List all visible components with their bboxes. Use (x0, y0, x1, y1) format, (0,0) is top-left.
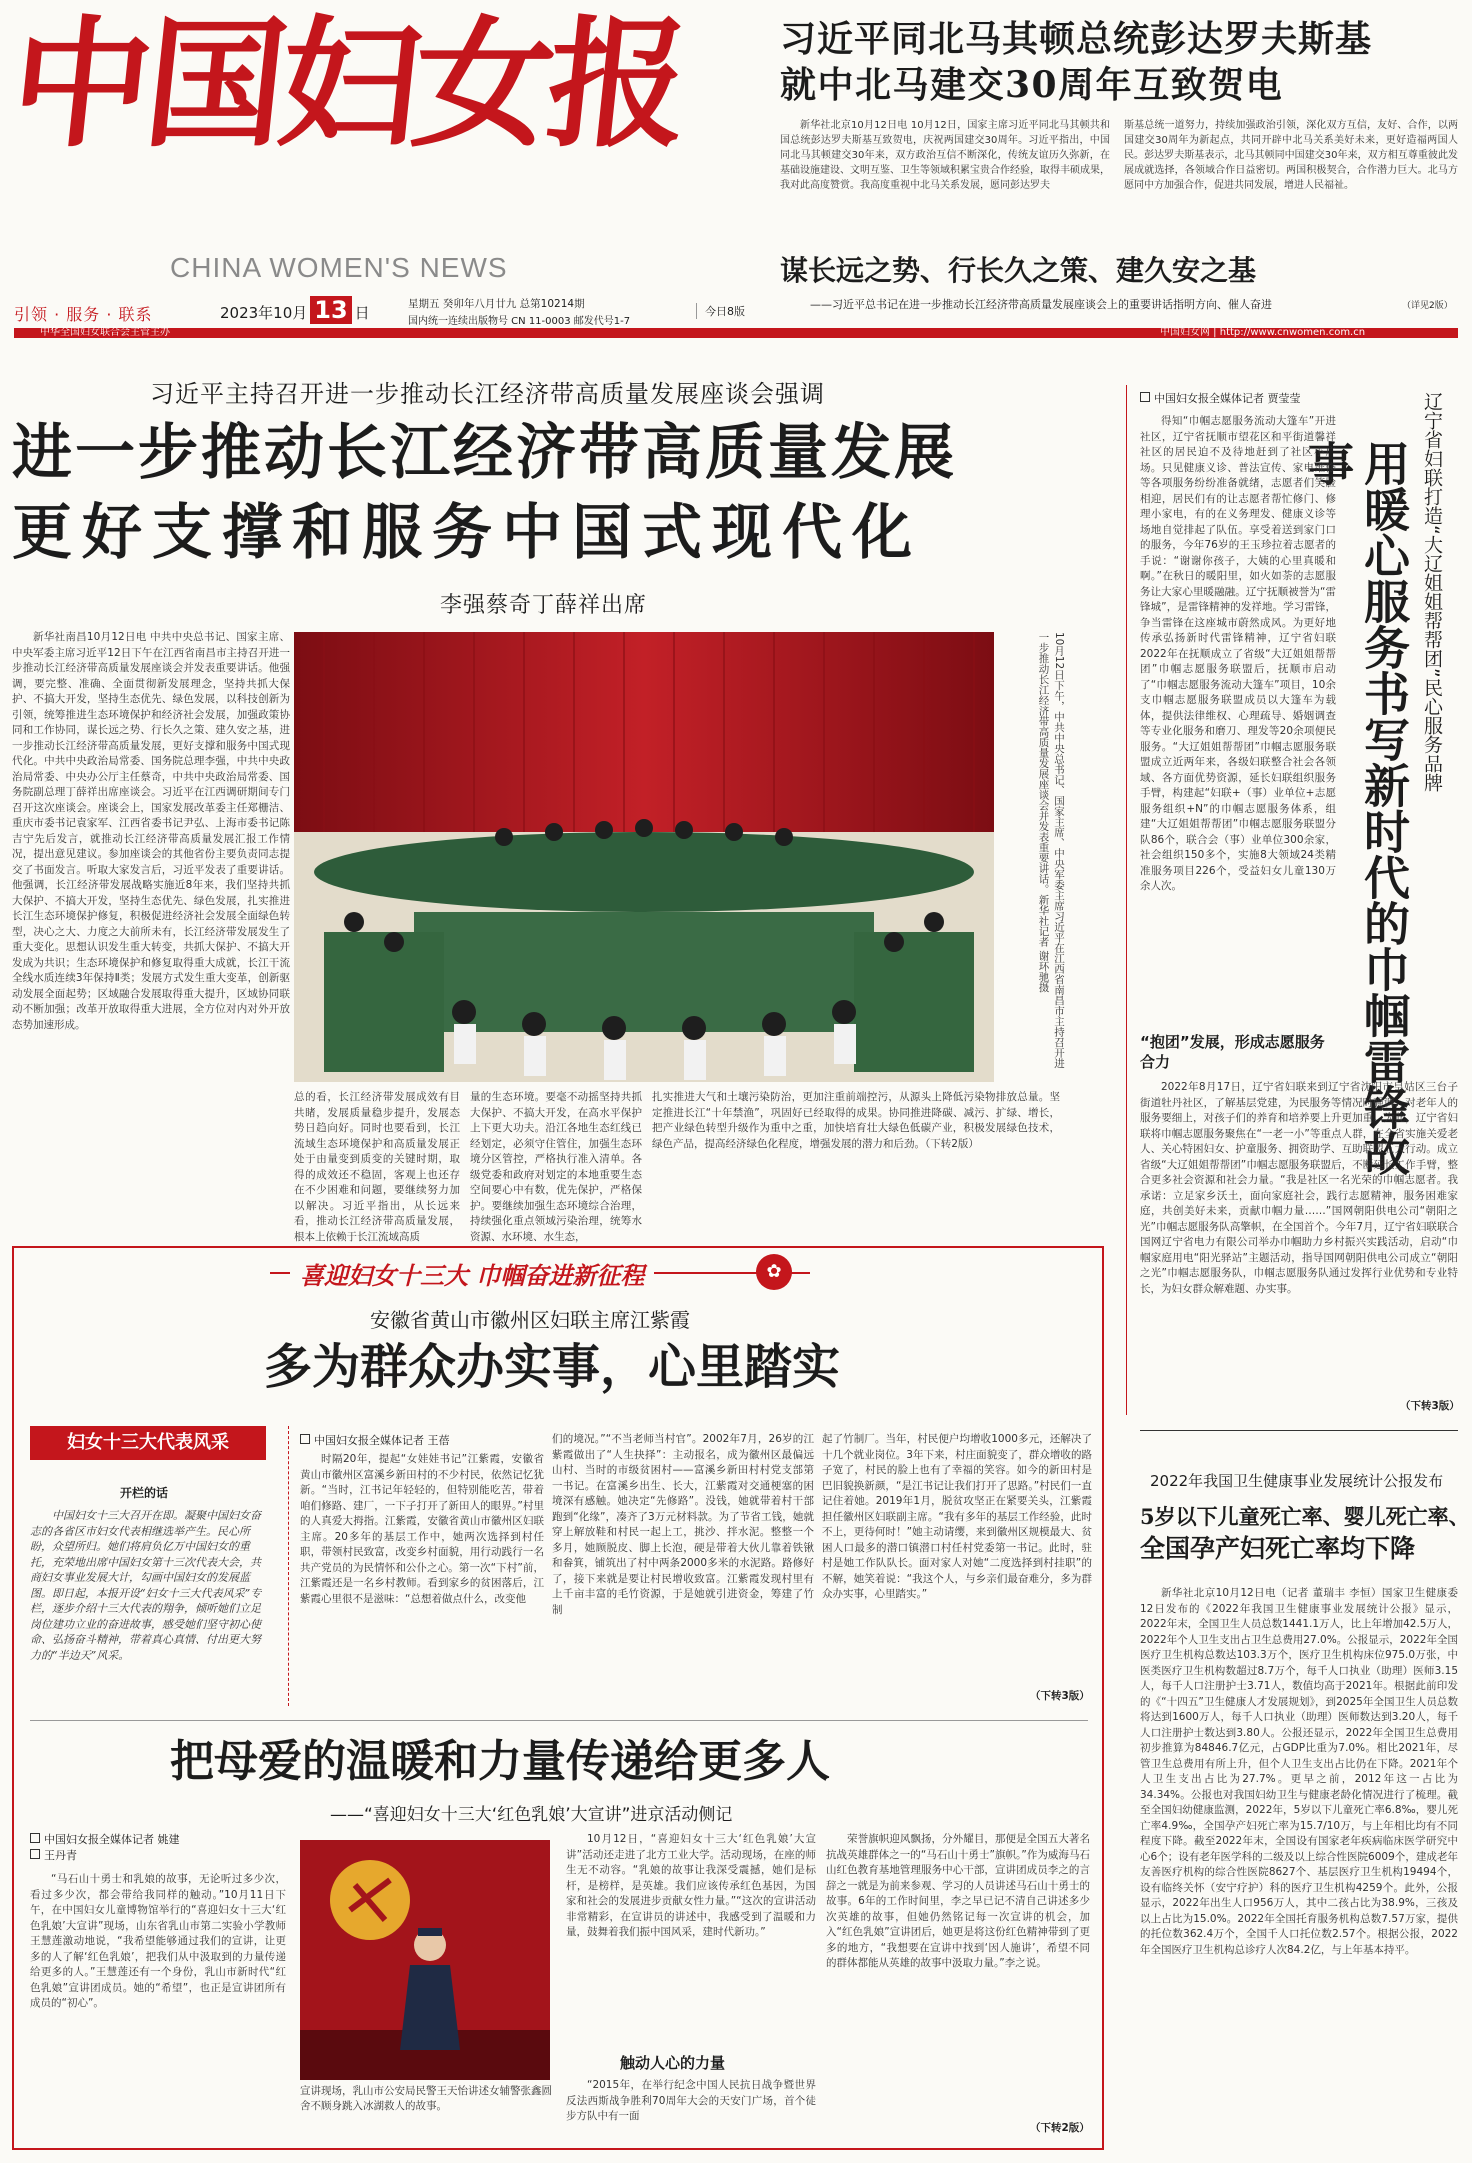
lead-body-col2: 总的看，长江经济带发展成效有目共睹，发展质量稳步提升，发展态势日趋向好。同时也要看到，长江流域生态环境保护和高质量发展正处于由量变到质变的关键时期，取得的成效还不稳固，客观上也还存在不少困难和问题，要继续努力加以解决。习近平指出，从长远来看，推动长江经济带高质量发展，根本上依赖于长江流域高质 (294, 1091, 460, 1243)
byline-square-icon (30, 1833, 40, 1843)
congress-byline (300, 1432, 450, 1448)
congress-col1: 时隔20年，提起“女娃娃书记”江紫霞，安徽省黄山市徽州区富溪乡新田村的不少村民，依然记忆犹新。“当时，江书记年轻轻的，但特别能吃苦，带着咱们修路、建厂，一下子打开了新田人的眼界。”村里的人真爱大拇指。江紫霞，安徽省黄山市徽州区妇联主席。20多年的基层工作中，她两次选择到村任职，带领村民致富，改变乡村面貌，用行动践行一名共产党员的为民情怀和公仆之心。第一次“下村”前，江紫霞还是一名乡村教师。看到家乡的贫困落后，江紫霞心里很不是滋味：“总想着做点什么，改变他 (300, 1453, 544, 1605)
health-headline-1: 5岁以下儿童死亡率、婴儿死亡率、 (1140, 1504, 1470, 1529)
column-tag: 妇女十三大代表风采 (30, 1426, 266, 1460)
top-story-body-left: 新华社北京10月12日电 10月12日，国家主席习近平同北马其顿共和国总统彭达罗夫斯基互致贺电，庆祝两国建交30周年。习近平指出，中国同北马其顿建交30年来，双方政治互信不断深化，传统友谊历久弥新，在基础设施建设、文明互鉴、卫生等领域积累宝贵合作经验，取得丰硕成果，我对此高度赞赏。我高度重视中北马关系发展，愿同彭达罗夫 (780, 120, 1110, 191)
lead-photo (294, 632, 994, 1082)
lead-headline-1: 进一步推动长江经济带高质量发展 (12, 418, 957, 488)
story-red-photo (300, 1840, 550, 2080)
column-intro-heading: 开栏的话 (120, 1486, 169, 1500)
story-red-col1: “马石山十勇士和乳娘的故事，无论听过多少次，看过多少次，都会带给我同样的触动。”10月11日下午，在中国妇女儿童博物馆举行的“喜迎妇女十三大‘红色乳娘’大宣讲”现场，山东省乳山市第二实验小学教师王慧莲激动地说，“我希望能够通过我们的宣讲，让更多的人了解‘红色乳娘’，把我们从中汲取到的力量传递给更多的人。”王慧莲还有一个身份，乳山市新时代“红色乳娘”宣讲团成员。她的“希望”，也正是宣讲团所有成员的“初心”。 (30, 1873, 286, 2009)
serial-number: 国内统一连续出版物号 CN 11-0003 邮发代号1-7 (408, 316, 631, 327)
second-story-title: 谋长远之势、行长久之策、建久安之基 (780, 254, 1257, 287)
lead-headline-2: 更好支撑和服务中国式现代化 (12, 498, 922, 568)
lead-photo-caption: 10月12日下午，中共中央总书记、国家主席、中央军委主席习近平在江西省南昌市主持召开进一步推动长江经济带高质量发展座谈会并发表重要讲话。新华社记者 谢环驰摄 (1037, 632, 1065, 1069)
feature-separator (30, 1720, 1088, 1721)
story-red-jump: （下转2版） (1030, 2122, 1090, 2134)
date-prefix: 2023年10月 (220, 304, 308, 322)
lead-body-col1: 新华社南昌10月12日电 中共中央总书记、国家主席、中央军委主席习近平12日下午在江西省南昌市主持召开进一步推动长江经济带高质量发展座谈会并发表重要讲话。他强调，要完整、准确、全面贯彻新发展理念，坚持共抓大保护、不搞大开发，坚持生态优先、绿色发展，以科技创新为引领，统筹推进生态环境保护和经济社会发展，加强政策协同和工作协同，谋长远之势、行长久之策、建久安之基，进一步推动长江经济带高质量发展，更好支撑和服务中国式现代化。中共中央政治局常委、国务院总理李强，中共中央政治局常委、中央办公厅主任蔡奇，中共中央政治局常委、国务院副总理丁薛祥出席座谈会。习近平在江西调研期间专门召开这次座谈会。座谈会上，国家发展改革委主任郑栅洁、重庆市委书记袁家军、江西省委书记尹弘、上海市委书记陈吉宁先后发言，就推动长江经济带高质量发展汇报工作情况，提出意见建议。参加座谈会的其他省份主要负责同志提交了书面发言。听取大家发言后，习近平发表了重要讲话。他强调，长江经济带发展战略实施近8年来，我们坚持共抓大保护、不搞大开发，坚持生态优先、绿色发展，扎实推进长江生态环境保护修复，积极促进经济社会发展全面绿色转型，决心之大、力度之大前所未有，长江经济带发展发生了重大变化。思想认识发生重大转变，共抓大保护、不搞大开发成为共识；生态环境保护和修复取得重大成就，长江干流全线水质连续3年保持Ⅱ类；发展方式发生重大变革，创新驱动发展全面起势；区域融合发展取得重大提升，区域协同联动不断加强；改革开放取得重大进展，全方位对内对外开放态势加速形成。 (12, 631, 290, 1031)
byline-square-icon (1140, 392, 1150, 402)
byline-square-icon (300, 1434, 310, 1444)
story-red-subtitle: ——“喜迎妇女十三大‘红色乳娘’大宣讲”进京活动侧记 (330, 1805, 733, 1825)
story-red-headline: 把母爱的温暖和力量传递给更多人 (170, 1736, 830, 1787)
right-column-divider (1126, 385, 1127, 1415)
lead-body-col4: 扎实推进大气和土壤污染防治，更加注重前端控污，从源头上降低污染物排放总量。坚定推进长江“十年禁渔”，巩固好已经取得的成果。协同推进降碳、减污、扩绿、增长，把产业绿色转型升级作为重中之重，加快培育壮大绿色低碳产业，积极发展绿色技术，绿色产品，提高经济绿色化程度，增强发展的潜力和后劲。（下转2版） (652, 1091, 1060, 1150)
top-story-body-right: 斯基总统一道努力，持续加强政治引领，深化双方互信，友好、合作，以两国建交30周年为新起点，共同开辟中北马关系美好未来，更好造福两国人民。彭达罗夫斯基表示，北马其顿同中国建交30年来，双方相互尊重彼此发展成就选择，各领域合作日益密切。两国积极契合，合作潜力巨大。北马方愿同中方加强合作，促进共同发展，增进人民福祉。 (1124, 120, 1458, 191)
story-red-byline-1: 中国妇女报全媒体记者 姚建 (44, 1833, 180, 1846)
column-intro: 中国妇女十三大召开在即。凝聚中国妇女奋志的各省区市妇女代表相继选举产生。民心所盼，众望所归。她们将肩负亿万中国妇女的重托，充荣地出席中国妇女第十三次代表大会，共商妇女事业发展大计，勾画中国妇女的发展蓝图。即日起，本报开设“妇女十三大代表风采”专栏，逐步介绍十三大代表的翔争，倾听她们立足岗位建功立业的奋进故事，感受她们坚守初心使命、弘扬奋斗精神，带着真心真情、付出更大努力的“半边天”风采。 (30, 1509, 262, 1662)
english-name: CHINA WOMEN'S NEWS (170, 252, 508, 283)
right-headline: 用暖心服务书写新时代的巾帼雷锋故事 (1301, 440, 1411, 1176)
top-story-title-1: 习近平同北马其顿总统彭达罗夫斯基 (780, 18, 1373, 60)
health-kicker: 2022年我国卫生健康事业发展统计公报发布 (1150, 1472, 1444, 1490)
byline-square-icon (30, 1849, 40, 1859)
sponsor: 中华全国妇女联合会主管主办 (40, 327, 170, 338)
masthead-logo: 中国妇女报 (3, 3, 691, 167)
banner-text: 喜迎妇女十三大 巾帼奋进新征程 (290, 1256, 654, 1291)
second-story-subtitle: ——习近平总书记在进一步推动长江经济带高质量发展座谈会上的重要讲话指明方向、催人奋进 (810, 298, 1272, 311)
right-byline (1140, 390, 1301, 406)
story-red-photo-caption: 宣讲现场，乳山市公安局民警王天怡讲述女辅警张鑫圆舍不顾身跳入冰湖救人的故事。 (300, 2085, 552, 2112)
congress-kicker: 安徽省黄山市徽州区妇联主席江紫霞 (370, 1308, 690, 1332)
congress-jump: （下转3版） (1030, 1690, 1090, 1702)
right-byline-text: 中国妇女报全媒体记者 贾莹莹 (1154, 392, 1301, 405)
right-body-1: 得知“巾帼志愿服务流动大篷车”开进社区，辽宁省抚顺市望花区和平街道馨祥社区的居民迫不及待地赶到了社区小广场。只见健康义诊、普法宣传、家电维修等各项服务纷纷准备就绪，志愿者们笑脸相迎，居民们有的让志愿者帮忙修门、修理小家电，有的在义务理发、健康义诊等场地自觉排起了队伍。享受着送到家门口的服务，今年76岁的王玉珍拉着志愿者的手说：“谢谢你孩子，大姨的心里真暖和啊。”在秋日的暖阳里，如火如荼的志愿服务让大家心里暖融融。辽宁抚顺被誉为“雷锋城”，是雷锋精神的发祥地。学习雷锋，争当雷锋在这座城市蔚然成风。为更好地传承弘扬新时代雷锋精神，辽宁省妇联2022年在抚顺成立了省级“大辽姐姐帮帮团”巾帼志愿服务联盟后，抚顺市启动了“巾帼志愿服务流动大篷车”项目，10余支巾帼志愿服务联盟成员以大篷车为载体，提供法律维权、心理疏导、婚姻调查等专业化服务和磨刀、理发等20余项便民服务。“大辽姐姐帮帮团”巾帼志愿服务联盟成立近两年来，各级妇联整合社会各领域、各方面优势资源，延长妇联组织服务手臂，构建起“妇联+（事）业单位+志愿服务组织+N”的巾帼志愿服务体系，组建“大辽姐姐帮帮团”巾帼志愿服务联盟分队86个，联合会（事）业单位300余家，社会组织150多个，实施8大领域24类精准服务项目226个，受益妇女儿童130万余人次。 (1140, 415, 1336, 892)
health-top-rule (1140, 1430, 1458, 1431)
health-headline-2: 全国孕产妇死亡率均下降 (1140, 1534, 1416, 1563)
story-red-subhead: 触动人心的力量 (620, 2054, 726, 2072)
story-red-col2b: “2015年，在举行纪念中国人民抗日战争暨世界反法西斯战争胜利70周年大会的天安门广场，首个徒步方队中有一面 (566, 2079, 816, 2122)
lead-kicker: 习近平主持召开进一步推动长江经济带高质量发展座谈会强调 (150, 380, 825, 408)
womens-federation-emblem-icon: ✿ (756, 1254, 792, 1290)
right-subhead: “抱团”发展，形成志愿服务合力 (1140, 1033, 1325, 1071)
date-suffix: 日 (354, 304, 370, 322)
lunar-date: 星期五 癸卯年八月廿九 总第10214期 (408, 298, 585, 310)
congress-banner (270, 1252, 810, 1294)
lead-attendees: 李强蔡奇丁薛祥出席 (440, 593, 648, 618)
issue-date (220, 296, 370, 324)
congress-col3: 起了竹制厂。当年，村民便户均增收1000多元，还解决了十几个就业岗位。3年下来，村庄面貌变了，群众增收的路子宽了，村民的脸上也有了幸福的笑容。如今的新田村是巴旧貌换新颜，“是江书记让我们打开了思路。”村民们一直记住着她。2019年1月，脱贫攻坚正在紧要关头，江紫霞担任徽州区妇联副主席。“我有多年的基层工作经验，此时不上，更待何时！”她主动请缨，来到徽州区规模最大、贫困人口最多的潜口镇潜口村任村党委第一书记。此时，驻村是她工作队队长。面对家人对她“二度选择到村挂职”的不解，她笑着说：“我这个人，与乡亲们最奋难分，多为群众办实事，心里踏实。” (822, 1433, 1092, 1600)
right-body-2: 2022年8月17日，辽宁省妇联来到辽宁省沈阳市皇姑区三台子街道牡丹社区，了解基层党建，为民服务等情况时强调，对老年人的服务要细上，对孩子们的养育和培养要上升更加重。为此，辽宁省妇联将巾帼志愿服务聚焦在“一老一小”等重点人群，在全省实施关爱老人、关心特困妇女、护童服务、拥资助学、互助联盟五大行动。成立省级“大辽姐姐帮帮团”巾帼志愿服务联盟后，不断延长工作手臂，整合更多社会资源和社会力量。“我是社区一名光荣的巾帼志愿者。我承诺：立足家乡沃土，面向家庭社会，践行志愿精神，服务困难家庭，共创美好未来，贡献巾帼力量……”国网朝阳供电公司“朝阳之光”巾帼志愿服务队高擎帜，在全国首个。今年7月，辽宁省妇联联合国网辽宁省电力有限公司举办巾帼助力乡村振兴实践活动，启动“巾帼家庭用电“阳光驿站”主题活动，指导国网朝阳供电公司成立“朝阳之光”巾帼志愿服务队，巾帼志愿服务队通过发挥行业优势和专业特长，为妇女群众解难题、办实事。 (1140, 1081, 1458, 1295)
masthead (0, 0, 1472, 345)
story-red-bylines (30, 1832, 180, 1864)
top-story-title-2: 就中北马建交30周年互致贺电 (780, 64, 1284, 106)
speaker-photo-illustration (300, 1840, 550, 2080)
story-red-col3: 荣誉旗帜迎风飘扬，分外耀目，那便是全国五大著名抗战英雄群体之一的“马石山十勇士”旗帜。”作为威海马石山红色教育基地管理服务中心干部，宣讲团成员李之的言辞之一就是为前来参观、学习的人员讲述马石山十勇士的故事。6年的工作时间里，李之早已记不清自己讲述多少次英雄的故事，但她仍然铭记每一次宣讲的机会，加入“红色乳娘”宣讲团后，她更是将这份红色精神带到了更多的地方，“我想要在宣讲中找到‘因人施讲’，希望不同的群体都能从英雄的故事中汲取力量。”李之说。 (826, 1833, 1090, 1969)
date-day: 13 (310, 296, 351, 324)
congress-headline: 多为群众办实事，心里踏实 (264, 1339, 841, 1395)
story-red-col2: 10月12日，“喜迎妇女十三大‘红色乳娘’大宣讲”活动还走进了北方工业大学。活动现场，在座的师生无不动容。“乳娘的故事让我深受震撼，她们是标杆，是榜样，是英雄。我们应该传承红色基因，为国家和社会的发展进步贡献女性力量。”“这次的宣讲活动非常精彩，在宣讲员的讲述中，我感受到了温暖和力量，鼓舞着我们振中国风采，建时代新功。” (566, 1833, 816, 1938)
lead-body-col3: 量的生态环境。要毫不动摇坚持共抓大保护、不搞大开发，在高水平保护上下更大功夫。沿江各地生态红线已经划定，必须守住管住，加强生态环境分区管控，严格执行准入清单。各级党委和政府对划定的本地重要生态空间要心中有数，优先保护，严格保护。要继续加强生态环境综合治理，持续强化重点领域污染治理，统筹水资源、水环境、水生态， (470, 1091, 642, 1243)
right-jump: （下转3版） (1400, 1400, 1460, 1412)
page-count: 今日8版 (696, 303, 745, 319)
right-kicker: 辽宁省妇联打造“大辽姐姐帮帮团”民心服务品牌 (1421, 392, 1443, 792)
website-link[interactable]: 中国妇女网 | http://www.cnwomen.com.cn (1160, 327, 1366, 338)
second-story-jump: （详见2版） (1402, 301, 1453, 311)
congress-col2: 们的境况。”“不当老师当村官”。2002年7月，26岁的江紫霞做出了“人生抉择”：主动报名，成为徽州区最偏远山村、当时的市级贫困村——富溪乡新田村村党支部第一书记。在富溪乡出生、长大，江紫霞对交通梗塞的困境深有感触。她决定“先修路”。没钱，她就带着村干部跑到“化缘”，凑齐了3万元材料款。为了节省工钱，她就穿上解放鞋和村民一起上工，挑沙、拌水泥。整整一个多月，她顾脱皮、脚上长泡，硬是带着大伙儿靠着铁锹和畚箕，铺筑出了村中两条2000多米的水泥路。路修好了，接下来就是要让村民增收致富。江紫霞发现村里有上千亩丰富的毛竹资源，于是她就引进资金，筹建了竹制 (552, 1433, 814, 1616)
column-divider (288, 1426, 289, 1706)
congress-byline-text: 中国妇女报全媒体记者 王蓓 (314, 1434, 450, 1447)
story-red-byline-2: 王丹青 (44, 1849, 77, 1862)
slogan: 引领 · 服务 · 联系 (14, 305, 153, 324)
health-body: 新华社北京10月12日电（记者 董瑞丰 李恒）国家卫生健康委12日发布的《2022年我国卫生健康事业发展统计公报》显示，2022年末，全国卫生人员总数1441.1万人，比上年增加42.5万人，2022年个人卫生支出占卫生总费用27.0%。公报显示，2022年全国医疗卫生机构总数达103.3万个，医疗卫生机构床位975.0万张，中医类医疗卫生机构数超过8.7万个，每千人口执业（助理）医师3.15人，每千人口注册护士3.71人，数值均高于2021年。根据此前印发的《“十四五”卫生健康人才发展规划》，到2025年全国卫生人员总数将达到1600万人，每千人口执业（助理）医师数达到3.20人，每千人口注册护士数达到3.80人。公报还显示，2022年全国卫生总费用初步推算为84846.7亿元，占GDP比重为7.0%。相比2021年，尽管卫生总费用有所上升，但个人卫生支出占比仍在下降。2021年个人卫生支出占比为27.7%。更早之前，2012年这一占比为34.34%。公报也对我国妇幼卫生与健康老龄化情况进行了梳理。截至全国妇幼健康监测，2022年，5岁以下儿童死亡率6.8‰，婴儿死亡率4.9‰，全国孕产妇死亡率为15.7/10万，与上年相比均有不同程度下降。截至2022年末，全国设有国家老年疾病临床医学研究中心6个；设有老年医学科的二级及以上综合性医院6009个，建成老年友善医疗机构的综合性医院8627个、基层医疗卫生机构19494个，设有临终关怀（安宁疗护）科的医疗卫生机构4259个。此外，公报显示，2022年出生人口956万人，其中二孩占比为38.9%，三孩及以上占比为15.0%。2022年全国托育服务机构总数7.57万家，提供的托位数362.4万个，全国千人口托位数2.57个。根据公报，2022年全国医疗卫生机构总诊疗人次84.2亿，与上年基本持平。 (1140, 1587, 1458, 1956)
meeting-photo-illustration (294, 632, 994, 1082)
